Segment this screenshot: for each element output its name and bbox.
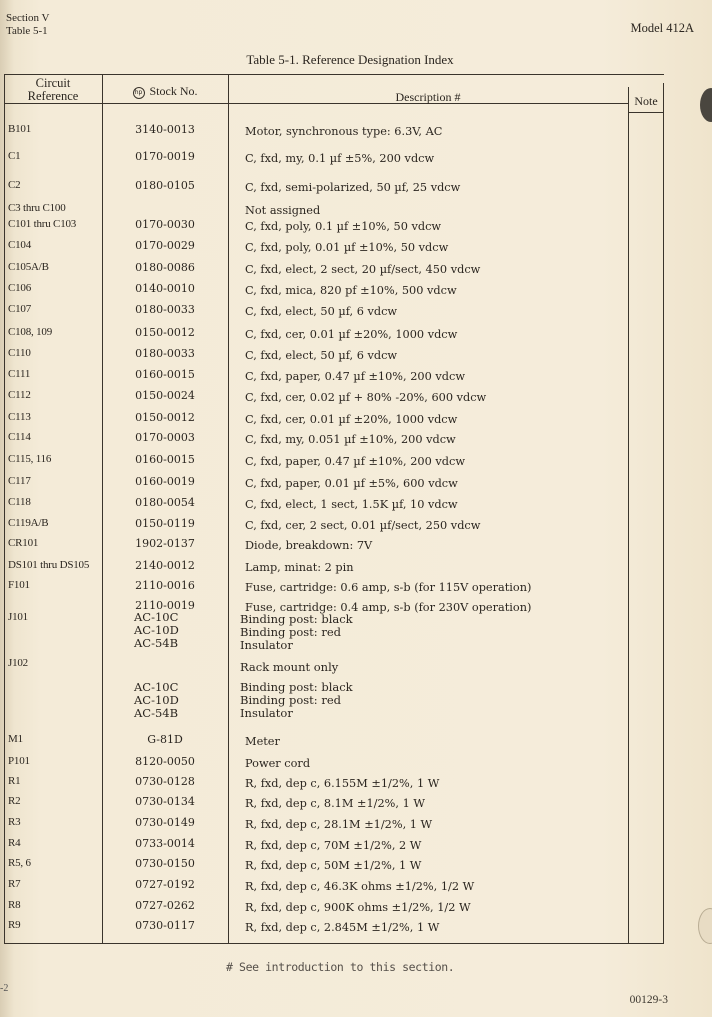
column-header-line: Reference	[27, 89, 79, 103]
column-divider	[663, 83, 664, 943]
circuit-reference: C3 thru C100	[8, 202, 66, 214]
stock-no: AC-54B	[134, 706, 179, 720]
description: R, fxd, dep c, 50M ±1/2%, 1 W	[245, 859, 422, 872]
description: C, fxd, poly, 0.01 µf ±10%, 50 vdcw	[245, 241, 449, 254]
circuit-reference: C112	[8, 389, 31, 401]
description: R, fxd, dep c, 8.1M ±1/2%, 1 W	[245, 797, 425, 810]
description: Binding post: red	[240, 625, 342, 639]
table-ref-label: Table 5-1	[6, 25, 48, 37]
description: C, fxd, semi-polarized, 50 µf, 25 vdcw	[245, 181, 461, 194]
stock-no: 0170-0029	[135, 239, 195, 252]
stock-no: AC-10D	[134, 623, 179, 637]
description: Insulator	[240, 706, 293, 720]
circuit-reference: C119A/B	[8, 517, 49, 529]
description: C, fxd, my, 0.051 µf ±10%, 200 vdcw	[245, 433, 456, 446]
description: C, fxd, cer, 0.02 µf + 80% -20%, 600 vdcw	[245, 391, 487, 404]
description: R, fxd, dep c, 70M ±1/2%, 2 W	[245, 839, 422, 852]
circuit-reference: C107	[8, 303, 32, 315]
circuit-reference: C104	[8, 239, 32, 251]
description: C, fxd, elect, 2 sect, 20 µf/sect, 450 vdcw	[245, 263, 481, 276]
column-divider	[228, 75, 229, 943]
circuit-reference: C108, 109	[8, 326, 53, 338]
stock-no: 0150-0024	[135, 389, 195, 402]
stock-no: 0180-0086	[135, 261, 195, 274]
page-header-left	[6, 12, 50, 38]
description: C, fxd, mica, 820 pf ±10%, 500 vdcw	[245, 284, 457, 297]
stock-no: 0170-0030	[135, 218, 195, 231]
description: Power cord	[245, 757, 311, 770]
stock-no: 0730-0134	[135, 795, 195, 808]
column-header-circuit-reference	[4, 77, 102, 103]
description: C, fxd, elect, 50 µf, 6 vdcw	[245, 305, 398, 318]
stock-no: 2110-0019	[135, 599, 195, 612]
column-header-stock-no	[102, 85, 228, 99]
model-label: Model 412A	[630, 21, 694, 35]
circuit-reference: R5, 6	[8, 857, 31, 869]
description: C, fxd, elect, 1 sect, 1.5K µf, 10 vdcw	[245, 498, 458, 511]
description: R, fxd, dep c, 2.845M ±1/2%, 1 W	[245, 921, 440, 934]
hp-logo-icon: hp	[133, 87, 145, 99]
reference-designation-table	[4, 74, 664, 944]
document-number: 00129-3	[629, 994, 668, 1006]
stock-no: 0150-0119	[135, 517, 195, 530]
description: Meter	[245, 735, 280, 748]
circuit-reference: B101	[8, 123, 32, 135]
description: Rack mount only	[240, 660, 339, 674]
description: Fuse, cartridge: 0.4 amp, s-b (for 230V operation)	[245, 601, 532, 614]
description: R, fxd, dep c, 28.1M ±1/2%, 1 W	[245, 818, 433, 831]
stock-no: 8120-0050	[135, 755, 195, 768]
stock-no: 0160-0019	[135, 475, 195, 488]
stock-no: 0150-0012	[135, 411, 195, 424]
stock-no: 0140-0010	[135, 282, 195, 295]
column-header-line: Circuit	[35, 76, 71, 90]
description: C, fxd, elect, 50 µf, 6 vdcw	[245, 349, 398, 362]
stock-no: AC-10D	[134, 693, 179, 707]
circuit-reference: R8	[8, 899, 21, 911]
description: C, fxd, cer, 0.01 µf ±20%, 1000 vdcw	[245, 413, 458, 426]
description: Diode, breakdown: 7V	[245, 539, 373, 552]
stock-no: 1902-0137	[135, 537, 195, 550]
circuit-reference: CR101	[8, 537, 39, 549]
circuit-reference: P101	[8, 755, 30, 767]
stock-no-list	[134, 611, 179, 650]
stock-no: 0150-0012	[135, 326, 195, 339]
stock-no: 0727-0192	[135, 878, 195, 891]
description: C, fxd, paper, 0.01 µf ±5%, 600 vdcw	[245, 477, 458, 490]
stock-no: 0730-0117	[135, 919, 195, 932]
description: C, fxd, cer, 0.01 µf ±20%, 1000 vdcw	[245, 328, 458, 341]
header-divider	[628, 112, 664, 113]
circuit-reference: C2	[8, 179, 21, 191]
stock-no: AC-54B	[134, 636, 179, 650]
circuit-reference: C106	[8, 282, 32, 294]
column-divider	[628, 87, 629, 943]
circuit-reference: R2	[8, 795, 21, 807]
column-divider	[4, 75, 5, 943]
circuit-reference: C114	[8, 431, 31, 443]
description: R, fxd, dep c, 46.3K ohms ±1/2%, 1/2 W	[245, 880, 475, 893]
circuit-reference: R1	[8, 775, 21, 787]
circuit-reference: J101	[8, 611, 28, 623]
circuit-reference: C1	[8, 150, 21, 162]
table-title-text: Table 5-1. Reference Designation Index	[246, 52, 454, 67]
description: C, fxd, poly, 0.1 µf ±10%, 50 vdcw	[245, 220, 442, 233]
description-list	[240, 681, 353, 720]
description: C, fxd, paper, 0.47 µf ±10%, 200 vdcw	[245, 455, 465, 468]
stock-no: AC-10C	[134, 610, 179, 624]
circuit-reference: C110	[8, 347, 31, 359]
circuit-reference: DS101 thru DS105	[8, 559, 90, 571]
circuit-reference: C101 thru C103	[8, 218, 77, 230]
stock-no: 0730-0128	[135, 775, 195, 788]
stock-no: 0180-0033	[135, 303, 195, 316]
stock-no: 0170-0003	[135, 431, 195, 444]
circuit-reference: C118	[8, 496, 31, 508]
description: Binding post: red	[240, 693, 342, 707]
column-header-note: Note	[634, 94, 658, 108]
description: R, fxd, dep c, 6.155M ±1/2%, 1 W	[245, 777, 440, 790]
stock-no: 0727-0262	[135, 899, 195, 912]
circuit-reference: J102	[8, 657, 28, 669]
description-list	[240, 613, 353, 652]
stock-no: G-81D	[147, 733, 183, 746]
column-header-description: Description #	[395, 90, 461, 104]
description: C, fxd, my, 0.1 µf ±5%, 200 vdcw	[245, 152, 435, 165]
stock-no: 0733-0014	[135, 837, 195, 850]
stock-no: 3140-0013	[135, 123, 195, 136]
stock-no: 0160-0015	[135, 368, 195, 381]
circuit-reference: F101	[8, 579, 30, 591]
description: C, fxd, cer, 2 sect, 0.01 µf/sect, 250 vdcw	[245, 519, 481, 532]
footnote: # See introduction to this section.	[226, 960, 455, 974]
circuit-reference: R7	[8, 878, 21, 890]
table-title	[0, 52, 660, 68]
description: R, fxd, dep c, 900K ohms ±1/2%, 1/2 W	[245, 901, 471, 914]
circuit-reference: C105A/B	[8, 261, 49, 273]
circuit-reference: C117	[8, 475, 31, 487]
section-label: Section V	[6, 12, 50, 24]
stock-no: AC-10C	[134, 680, 179, 694]
stock-no: 0730-0149	[135, 816, 195, 829]
stock-no: 0180-0033	[135, 347, 195, 360]
description: Insulator	[240, 638, 293, 652]
circuit-reference: C111	[8, 368, 31, 380]
description: Binding post: black	[240, 680, 353, 694]
description: Motor, synchronous type: 6.3V, AC	[245, 125, 443, 138]
circuit-reference: C113	[8, 411, 31, 423]
stock-no: 2140-0012	[135, 559, 195, 572]
circuit-reference: M1	[8, 733, 23, 745]
stock-no: 0170-0019	[135, 150, 195, 163]
page-number: -2	[0, 983, 9, 994]
column-header-text: Stock No.	[149, 84, 198, 98]
description: Not assigned	[245, 204, 321, 217]
stock-no: 0180-0054	[135, 496, 195, 509]
circuit-reference: C115, 116	[8, 453, 52, 465]
description: C, fxd, paper, 0.47 µf ±10%, 200 vdcw	[245, 370, 465, 383]
description: Lamp, minat: 2 pin	[245, 561, 354, 574]
description: Binding post: black	[240, 612, 353, 626]
description: Fuse, cartridge: 0.6 amp, s-b (for 115V operation)	[245, 581, 532, 594]
stock-no: 0180-0105	[135, 179, 195, 192]
circuit-reference: R4	[8, 837, 21, 849]
stock-no: 0730-0150	[135, 857, 195, 870]
stock-no: 0160-0015	[135, 453, 195, 466]
stock-no: 2110-0016	[135, 579, 195, 592]
column-divider	[102, 75, 103, 943]
circuit-reference: R9	[8, 919, 21, 931]
stock-no-list	[134, 681, 179, 720]
circuit-reference: R3	[8, 816, 21, 828]
